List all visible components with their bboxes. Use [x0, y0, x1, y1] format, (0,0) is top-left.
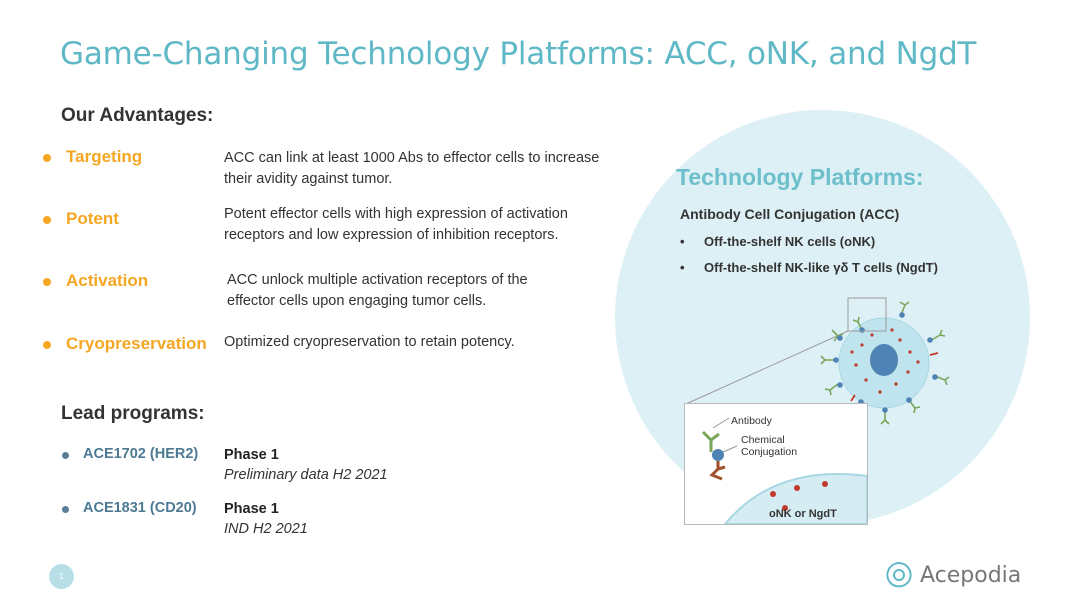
brand-logo	[884, 560, 1021, 590]
program-detail: IND H2 2021	[224, 521, 308, 537]
antibody-label: Antibody	[731, 415, 772, 427]
advantage-text-line: Optimized cryopreservation to retain potency.	[224, 334, 515, 350]
advantage-label: Potent	[66, 209, 119, 228]
advantage-label: Targeting	[66, 147, 143, 166]
brand-name: Acepodia	[920, 562, 1022, 588]
page-number: 1	[49, 564, 74, 589]
slide-title: Game-Changing Technology Platforms: ACC, oNK, and NgdT	[60, 36, 977, 72]
cell-caption: oNK or NgdT	[769, 508, 837, 520]
technology-platforms-subheading: Antibody Cell Conjugation (ACC)	[680, 206, 900, 222]
advantage-text-line: Potent effector cells with high expression of activation	[224, 206, 568, 222]
advantage-label: Activation	[66, 271, 149, 290]
acepodia-logo-icon	[884, 560, 914, 590]
lead-programs-heading: Lead programs:	[61, 403, 205, 424]
technology-platform-item: • Off-the-shelf NK-like γδ T cells (NgdT)	[680, 260, 938, 275]
technology-platforms-heading: Technology Platforms:	[676, 164, 924, 190]
program-detail: Preliminary data H2 2021	[224, 467, 388, 483]
bullet-icon: •	[680, 234, 685, 249]
conjugation-label: Conjugation	[741, 446, 798, 458]
conjugation-detail-inset	[684, 403, 868, 525]
advantage-text-line: effector cells upon engaging tumor cells.	[227, 293, 487, 309]
program-name: ACE1702 (HER2)	[83, 446, 199, 462]
program-phase: Phase 1	[224, 447, 279, 463]
advantage-text-line: receptors and low expression of inhibition receptors.	[224, 227, 559, 243]
advantage-text-line: ACC can link at least 1000 Abs to effector cells to increase	[224, 150, 600, 166]
advantages-heading: Our Advantages:	[61, 105, 214, 126]
advantage-label: Cryopreservation	[66, 334, 207, 353]
conjugation-detail-icon	[685, 404, 867, 524]
advantage-text-line: their avidity against tumor.	[224, 171, 393, 187]
program-phase: Phase 1	[224, 501, 279, 517]
program-name: ACE1831 (CD20)	[83, 500, 197, 516]
technology-platform-item: • Off-the-shelf NK cells (oNK)	[680, 234, 876, 249]
bullet-icon: •	[680, 260, 685, 275]
chemical-label: Chemical	[741, 434, 785, 446]
advantage-text-line: ACC unlock multiple activation receptors of the	[227, 272, 528, 288]
